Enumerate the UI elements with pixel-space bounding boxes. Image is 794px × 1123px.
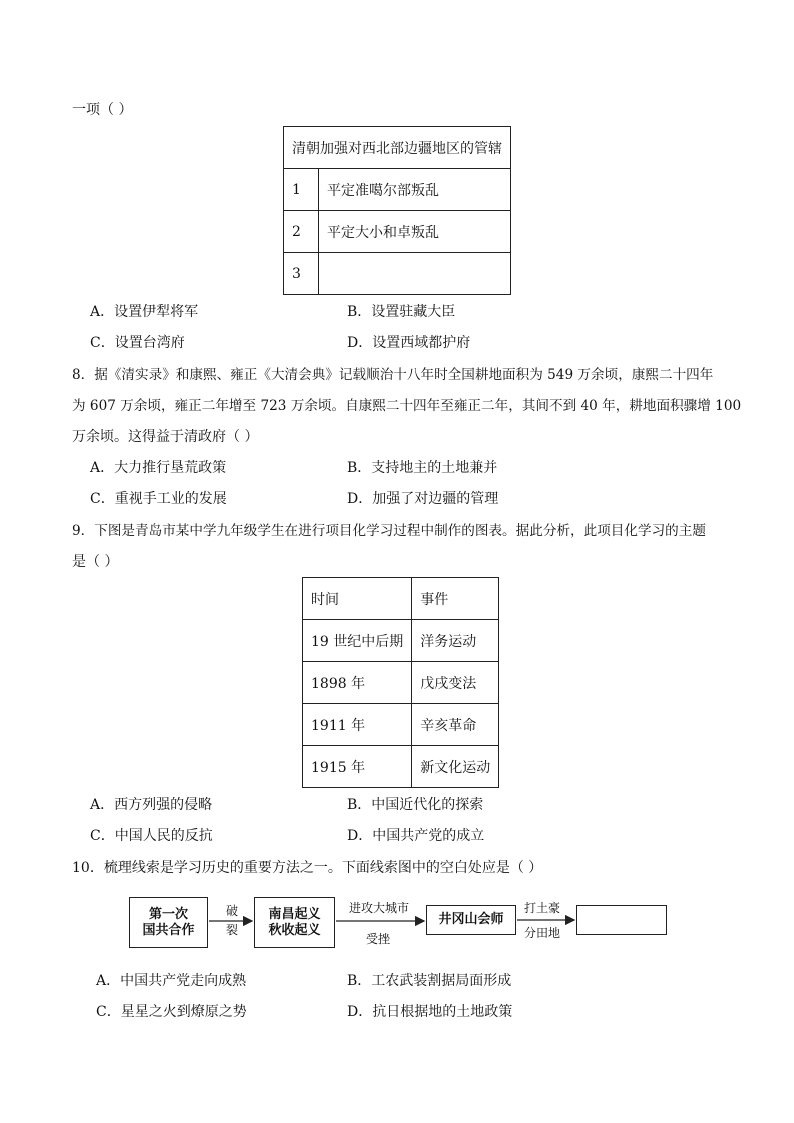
q8-option-a: A．大力推行垦荒政策 <box>90 460 227 476</box>
q10-option-c: C．星星之火到燎原之势 <box>96 1004 247 1020</box>
q9-option-a: A．西方列强的侵略 <box>90 797 213 813</box>
diagram-box-line: 井冈山会师 <box>438 912 504 927</box>
q7-stem-tail: 一项（ ） <box>72 102 133 118</box>
q7-row-num: 3 <box>284 253 319 295</box>
q8-option-b: B．支持地主的土地兼并 <box>347 460 498 476</box>
q9-cell-event: 新文化运动 <box>412 746 499 788</box>
q9-option-d: D．中国共产党的成立 <box>347 828 485 844</box>
q8-option-c: C．重视手工业的发展 <box>90 491 227 507</box>
arrow-1-label-bottom: 裂 <box>226 923 239 937</box>
q9-stem-line-2: 是（ ） <box>72 554 119 570</box>
q7-option-c: C．设置台湾府 <box>90 335 185 351</box>
q10-option-a: A．中国共产党走向成熟 <box>96 973 247 989</box>
q9-cell-time: 1915 年 <box>303 746 412 788</box>
q9-cell-event: 戊戌变法 <box>412 662 499 704</box>
arrow-3-label-bottom: 分田地 <box>524 926 561 940</box>
diagram-box-line: 南昌起义 <box>268 906 321 922</box>
q7-row-text: 平定准噶尔部叛乱 <box>319 169 511 211</box>
q10-stem: 10．梳理线索是学习历史的重要方法之一。下面线索图中的空白处应是（ ） <box>72 860 543 876</box>
diagram-box-line: 国共合作 <box>142 922 195 938</box>
q9-option-b: B．中国近代化的探索 <box>347 797 484 813</box>
q9-option-c: C．中国人民的反抗 <box>90 828 213 844</box>
diagram-box-line: 秋收起义 <box>268 922 321 938</box>
q7-row-num: 2 <box>284 211 319 253</box>
q7-table-header: 清朝加强对西北部边疆地区的管辖 <box>284 127 511 169</box>
q7-option-a: A．设置伊犁将军 <box>90 304 199 320</box>
q8-stem-line-1: 8．据《清实录》和康熙、雍正《大清会典》记载顺治十八年时全国耕地面积为 549 万余顷，康熙二十四年 <box>72 367 714 383</box>
q9-cell-time: 19 世纪中后期 <box>303 620 412 662</box>
q9-cell-time: 1898 年 <box>303 662 412 704</box>
diagram-box-line: 第一次 <box>148 906 188 922</box>
q9-header-time: 时间 <box>303 578 412 620</box>
q10-option-b: B．工农武装割据局面形成 <box>347 973 512 989</box>
q9-stem-line-1: 9．下图是青岛市某中学九年级学生在进行项目化学习过程中制作的图表。据此分析，此项目化学习的主题 <box>72 523 706 539</box>
q8-stem-line-3: 万余顷。这得益于清政府（ ） <box>72 429 259 445</box>
arrow-2-label-bottom: 受挫 <box>366 932 391 946</box>
q9-cell-event: 洋务运动 <box>412 620 499 662</box>
q8-option-d: D．加强了对边疆的管理 <box>347 491 499 507</box>
q7-row-num: 1 <box>284 169 319 211</box>
arrow-3-label-top: 打土豪 <box>524 901 561 915</box>
q7-row-text: 平定大小和卓叛乱 <box>319 211 511 253</box>
q8-stem-line-2: 为 607 万余顷，雍正二年增至 723 万余顷。自康熙二十四年至雍正二年，其间不到 40 年，耕地面积骤增 100 <box>72 398 742 414</box>
q9-cell-time: 1911 年 <box>303 704 412 746</box>
q9-cell-event: 辛亥革命 <box>412 704 499 746</box>
arrow-1-label-top: 破 <box>226 904 239 918</box>
arrow-2-label-top: 进攻大城市 <box>349 901 410 915</box>
q7-option-d: D．设置西域都护府 <box>347 335 471 351</box>
q10-option-d: D．抗日根据地的土地政策 <box>347 1004 513 1020</box>
q7-option-b: B．设置驻藏大臣 <box>347 304 456 320</box>
q9-header-event: 事件 <box>412 578 499 620</box>
